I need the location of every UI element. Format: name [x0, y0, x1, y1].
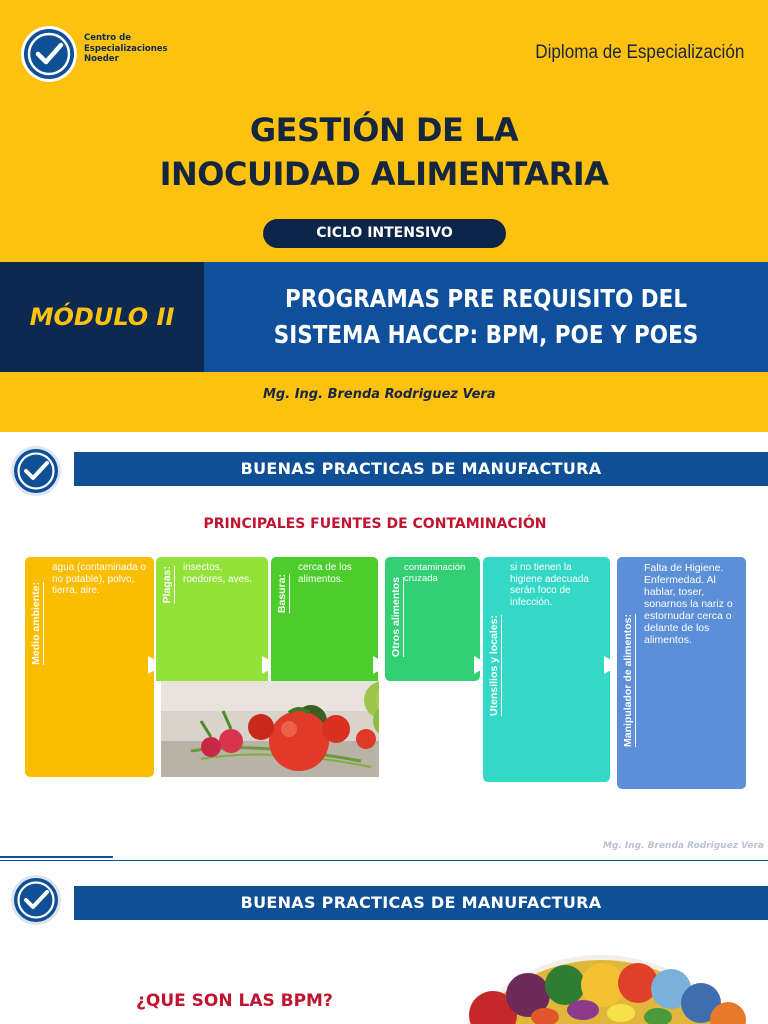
- brand-name: Centro de Especializaciones Noeder: [84, 33, 168, 64]
- bpm-question: ¿QUE SON LAS BPM?: [136, 991, 333, 1011]
- section-header: [74, 886, 768, 920]
- card-text: si no tienen la higiene adecuada serán foco de infección.: [510, 562, 589, 608]
- card-label: Medio ambiente:: [30, 582, 42, 665]
- footer-divider: [0, 856, 113, 858]
- section-header: [74, 452, 768, 486]
- module-title-box: [204, 262, 768, 372]
- source-card-plagas: [156, 557, 268, 681]
- card-text: contaminación cruzada: [404, 562, 466, 584]
- vegetables-photo: [161, 681, 379, 777]
- card-label: Utensilios y locales:: [488, 615, 500, 716]
- source-card-utensilios: [483, 557, 610, 782]
- card-text: insectos, roedores, aves.: [183, 562, 252, 585]
- course-title: GESTIÓN DE LA INOCUIDAD ALIMENTARIA: [159, 111, 609, 193]
- bpm-slide: [0, 860, 768, 1024]
- module-label-box: [0, 262, 204, 372]
- card-text: cerca de los alimentos.: [298, 562, 352, 585]
- section-header-text: BUENAS PRACTICAS DE MANUFACTURA: [240, 893, 602, 912]
- card-label: Plagas:: [161, 565, 173, 603]
- ciclo-badge: CICLO INTENSIVO: [263, 219, 506, 248]
- contamination-slide: [0, 432, 768, 858]
- module-title: PROGRAMAS PRE REQUISITO DEL SISTEMA HACCP: BPM, POE Y POES: [273, 284, 699, 349]
- card-label: Basura:: [276, 573, 288, 613]
- source-card-manipulador: [617, 557, 746, 789]
- diploma-label: Diploma de Especialización: [534, 42, 744, 63]
- cover-slide: [0, 0, 768, 432]
- fruits-vegetables-image: [433, 955, 768, 1024]
- slide-divider: [0, 860, 768, 861]
- card-label: Manipulador de alimentos:: [622, 613, 634, 747]
- footer-author: Mg. Ing. Brenda Rodriguez Vera: [602, 841, 764, 851]
- noeder-logo-icon: [10, 445, 62, 497]
- source-card-medio-ambiente: [25, 557, 154, 777]
- author-name: Mg. Ing. Brenda Rodriguez Vera: [263, 387, 496, 402]
- module-label: MÓDULO II: [29, 303, 175, 331]
- noeder-logo-icon: [20, 25, 78, 83]
- slide-subtitle: PRINCIPALES FUENTES DE CONTAMINACIÓN: [203, 516, 547, 532]
- source-card-otros-alimentos: [385, 557, 480, 681]
- card-text: agua (contaminada o no potable), polvo, tierra, aire.: [52, 562, 146, 596]
- card-text: Falta de Higiene. Enfermedad. Al hablar, toser, sonarnos la nariz o estornudar cerca o delante de los alimentos.: [644, 562, 733, 646]
- section-header-text: BUENAS PRACTICAS DE MANUFACTURA: [240, 459, 602, 478]
- card-label: Otros alimentos: [390, 577, 402, 657]
- source-card-basura: [271, 557, 378, 681]
- noeder-logo-icon: [10, 874, 62, 926]
